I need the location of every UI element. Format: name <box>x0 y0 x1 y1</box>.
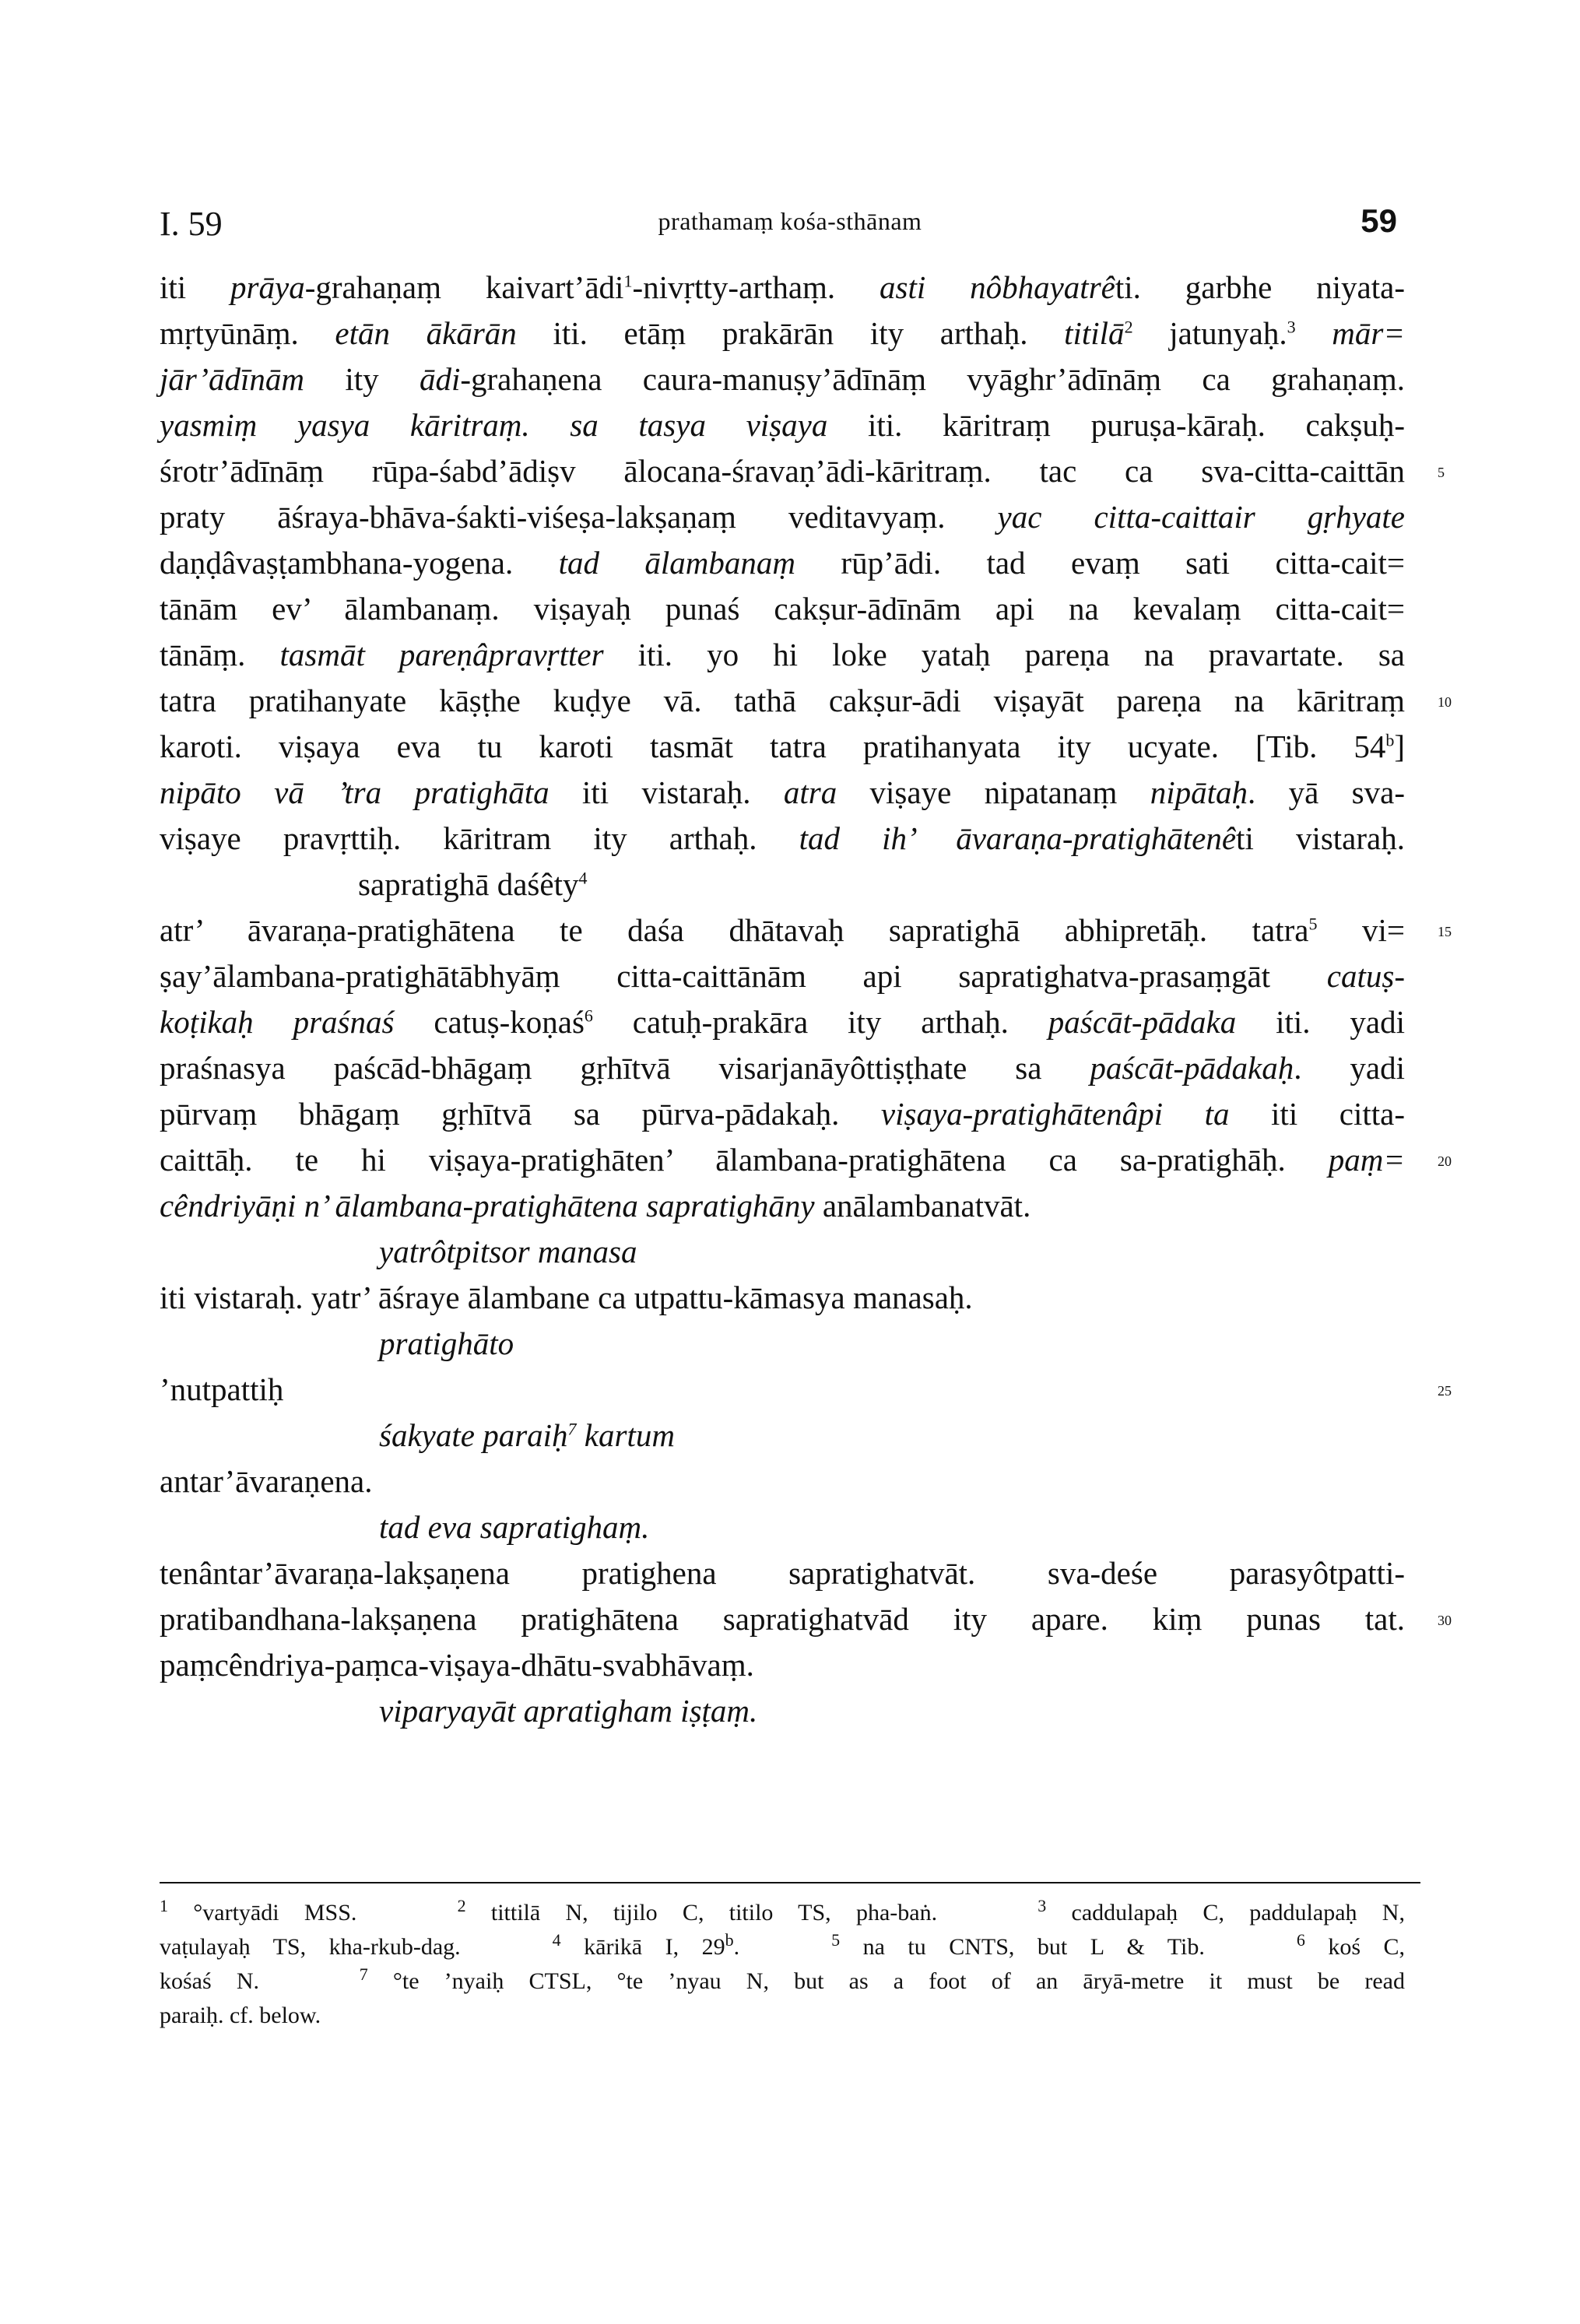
line-text: jār’ādīnām ity ādi-grahaṇena caura-manuṣy’ādīnāṃ vyāghr’ādīnāṃ ca grahaṇaṃ. <box>160 361 1405 397</box>
running-header <box>160 204 1420 251</box>
line-text: viṣaye pravṛttiḥ. kāritram ity arthaḥ. tad ih’ āvaraṇa-pratighātenêti vistaraḥ. <box>160 820 1405 856</box>
line-text: pūrvaṃ bhāgaṃ gṛhītvā sa pūrva-pādakaḥ. viṣaya-pratighātenâpi ta iti citta- <box>160 1096 1405 1132</box>
line-text: mṛtyūnāṃ. etān ākārān iti. etāṃ prakārān ity arthaḥ. titilā$^2$ jatunyaḥ.$^3$ mār= <box>160 315 1405 351</box>
text-line <box>160 724 1405 770</box>
line-text: śakyate paraiḥ$^7$ kartum <box>379 1417 675 1453</box>
text-line <box>160 1183 1405 1229</box>
footnote-line: $^1$ °vartyādi MSS. $^2$ tittilā N, tijilo C, titilo TS, pha-baṅ. $^3$ caddulapaḥ C, paddulapaḥ N, <box>160 1896 1405 1926</box>
text-line <box>160 907 1452 953</box>
line-text: yatrôtpitsor manasa <box>379 1234 637 1269</box>
text-line <box>160 1229 1405 1275</box>
footnote-rule <box>160 1882 1420 1883</box>
line-text: tad eva sapratighaṃ. <box>379 1509 650 1545</box>
line-text: caittāḥ. te hi viṣaya-pratighāten’ ālambana-pratighātena ca sa-pratighāḥ. paṃ= <box>160 1142 1405 1178</box>
text-line <box>160 1367 1452 1413</box>
line-text: antar’āvaraṇena. <box>160 1463 373 1499</box>
line-text: iti prāya-grahaṇaṃ kaivart’ādi$^1$-nivṛtty-arthaṃ. asti nôbhayatrêti. garbhe niyata- <box>160 269 1405 305</box>
text-line <box>160 356 1405 402</box>
line-text: sapratighā daśêty$^4$ <box>358 866 588 902</box>
line-text: karoti. viṣaya eva tu karoti tasmāt tatra pratihanyata ity ucyate. [Tib. 54$^b$] <box>160 728 1405 764</box>
text-line <box>160 1504 1405 1550</box>
line-text: pratibandhana-lakṣaṇena pratighātena sapratighatvād ity apare. kiṃ punas tat. <box>160 1601 1405 1637</box>
text-line <box>160 1091 1405 1137</box>
line-text: pratighāto <box>379 1325 514 1361</box>
text-line <box>160 678 1452 724</box>
line-number: 10 <box>1438 694 1452 710</box>
text-line <box>160 265 1405 311</box>
line-text: praśnasya paścād-bhāgaṃ gṛhītvā visarjanāyôttiṣṭhate sa paścāt-pādakaḥ. yadi <box>160 1050 1405 1086</box>
line-text: śrotr’ādīnāṃ rūpa-śabd’ādiṣv ālocana-śravaṇ’ādi-kāritraṃ. tac ca sva-citta-caittān <box>160 453 1405 489</box>
footnote-line: vaṭulayaḥ TS, kha-rkub-dag. $^4$ kārikā I, 29$^b$. $^5$ na tu CNTS, but L & Tib. $^6$ koś C, <box>160 1930 1406 1960</box>
footnote-line: paraiḥ. cf. below. <box>160 2003 321 2028</box>
text-line <box>160 311 1405 356</box>
line-text: tānāṃ. tasmāt pareṇâpravṛtter iti. yo hi loke yataḥ pareṇa na pravartate. sa <box>160 637 1405 672</box>
text-line <box>160 953 1405 999</box>
text-line <box>160 402 1405 448</box>
text-line <box>160 1688 1405 1734</box>
section-ref: I. 59 <box>160 205 223 243</box>
text-line <box>160 448 1445 494</box>
text-line <box>160 1459 1405 1504</box>
text-line <box>160 1045 1405 1091</box>
text-line <box>160 632 1405 678</box>
text-line <box>160 816 1405 862</box>
line-number: 30 <box>1438 1613 1452 1628</box>
text-line <box>160 1137 1452 1183</box>
main-text <box>160 265 1452 1734</box>
text-line <box>160 1321 1405 1367</box>
line-text: tenântar’āvaraṇa-lakṣaṇena pratighena sapratighatvāt. sva-deśe parasyôtpatti- <box>160 1555 1405 1591</box>
text-line <box>160 1596 1452 1642</box>
text-line <box>160 540 1405 586</box>
line-number: 5 <box>1438 465 1445 480</box>
text-line <box>160 1642 1405 1688</box>
line-number: 25 <box>1438 1383 1452 1399</box>
line-text: paṃcêndriya-paṃca-viṣaya-dhātu-svabhāvaṃ. <box>160 1647 754 1683</box>
line-number: 15 <box>1438 924 1452 939</box>
line-text: iti vistaraḥ. yatr’ āśraye ālambane ca utpattu-kāmasya manasaḥ. <box>160 1280 973 1315</box>
line-text: ṣay’ālambana-pratighātābhyāṃ citta-caittānām api sapratighatva-prasaṃgāt catuṣ- <box>160 958 1405 994</box>
line-text: koṭikaḥ praśnaś catuṣ-koṇaś$^6$ catuḥ-prakāra ity arthaḥ. paścāt-pādaka iti. yadi <box>160 1004 1406 1040</box>
line-text: viparyayāt apratigham iṣṭaṃ. <box>379 1693 758 1729</box>
line-text: daṇḍâvaṣṭambhana-yogena. tad ālambanaṃ rūp’ādi. tad evaṃ sati citta-cait= <box>160 545 1405 581</box>
page-number: 59 <box>1361 202 1397 239</box>
line-text: atr’ āvaraṇa-pratighātena te daśa dhātavaḥ sapratighā abhipretāḥ. tatra$^5$ vi= <box>160 912 1405 948</box>
footnote-line: kośaś N. $^7$ °te ’nyaiḥ CTSL, °te ’nyau N, but as a foot of an āryā-metre it must be read <box>160 1964 1405 1994</box>
footnotes <box>160 1896 1405 2033</box>
text-line <box>160 1275 1405 1321</box>
line-text: cêndriyāṇi n’ ālambana-pratighātena sapratighāny anālambanatvāt. <box>160 1188 1031 1223</box>
text-line <box>160 770 1405 816</box>
text-line <box>160 494 1405 540</box>
line-number: 20 <box>1438 1153 1452 1169</box>
text-line <box>160 862 1405 907</box>
text-line <box>160 999 1405 1045</box>
line-text: tānām ev’ ālambanaṃ. viṣayaḥ punaś cakṣur-ādīnām api na kevalaṃ citta-cait= <box>160 591 1405 627</box>
line-text: nipāto vā ’tra pratighāta iti vistaraḥ. atra viṣaye nipatanaṃ nipātaḥ. yā sva- <box>160 774 1405 810</box>
text-line <box>160 1550 1405 1596</box>
text-line <box>160 1413 1405 1459</box>
line-text: tatra pratihanyate kāṣṭhe kuḍye vā. tathā cakṣur-ādi viṣayāt pareṇa na kāritraṃ <box>160 683 1405 718</box>
text-line <box>160 586 1405 632</box>
line-text: praty āśraya-bhāva-śakti-viśeṣa-lakṣaṇaṃ veditavyaṃ. yac citta-caittair gṛhyate <box>160 499 1405 535</box>
line-text: ’nutpattiḥ <box>160 1371 284 1407</box>
line-text: yasmiṃ yasya kāritraṃ. sa tasya viṣaya iti. kāritraṃ puruṣa-kāraḥ. cakṣuḥ- <box>160 407 1405 443</box>
running-title: prathamaṃ kośa-sthānam <box>658 207 922 235</box>
